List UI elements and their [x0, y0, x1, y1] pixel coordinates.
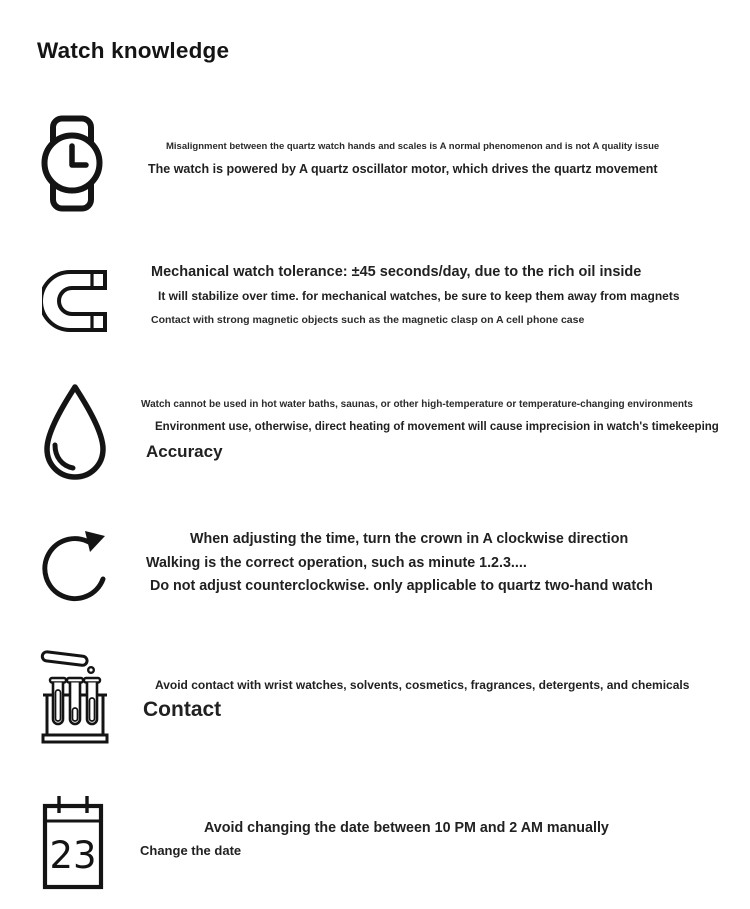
section-heading: Accuracy — [146, 442, 223, 461]
info-line: Environment use, otherwise, direct heating of movement will cause imprecision in watch's timekeeping — [155, 421, 719, 433]
info-line: Change the date — [140, 843, 242, 858]
info-line: Watch cannot be used in hot water baths, saunas, or other high-temperature or temperature-changing environments — [141, 399, 693, 410]
info-line: Contact with strong magnetic objects such as the magnetic clasp on A cell phone case — [151, 314, 585, 326]
test-tubes-icon — [40, 648, 110, 745]
info-line: Do not adjust counterclockwise. only applicable to quartz two-hand watch — [150, 578, 653, 594]
info-line: Mechanical watch tolerance: ±45 seconds/day, due to the rich oil inside — [151, 264, 642, 280]
info-line: Walking is the correct operation, such as minute 1.2.3.... — [146, 555, 527, 571]
calendar-day-number: 23 — [49, 834, 97, 877]
calendar-icon — [42, 793, 104, 891]
info-line: It will stabilize over time. for mechanical watches, be sure to keep them away from magnets — [158, 289, 680, 303]
info-line: When adjusting the time, turn the crown in A clockwise direction — [190, 531, 629, 547]
water-drop-icon — [40, 382, 110, 482]
magnet-icon — [42, 268, 108, 334]
page-title: Watch knowledge — [37, 38, 230, 63]
info-line: Avoid contact with wrist watches, solvents, cosmetics, fragrances, detergents, and chemicals — [155, 678, 690, 692]
info-line: Avoid changing the date between 10 PM and 2 AM manually — [204, 820, 609, 836]
info-line: Misalignment between the quartz watch hands and scales is A normal phenomenon and is not A quality issue — [166, 141, 660, 152]
clockwise-arrow-icon — [42, 525, 108, 607]
wrist-watch-icon — [41, 115, 103, 212]
info-line: The watch is powered by A quartz oscillator motor, which drives the quartz movement — [148, 162, 658, 176]
section-heading: Contact — [143, 698, 222, 721]
